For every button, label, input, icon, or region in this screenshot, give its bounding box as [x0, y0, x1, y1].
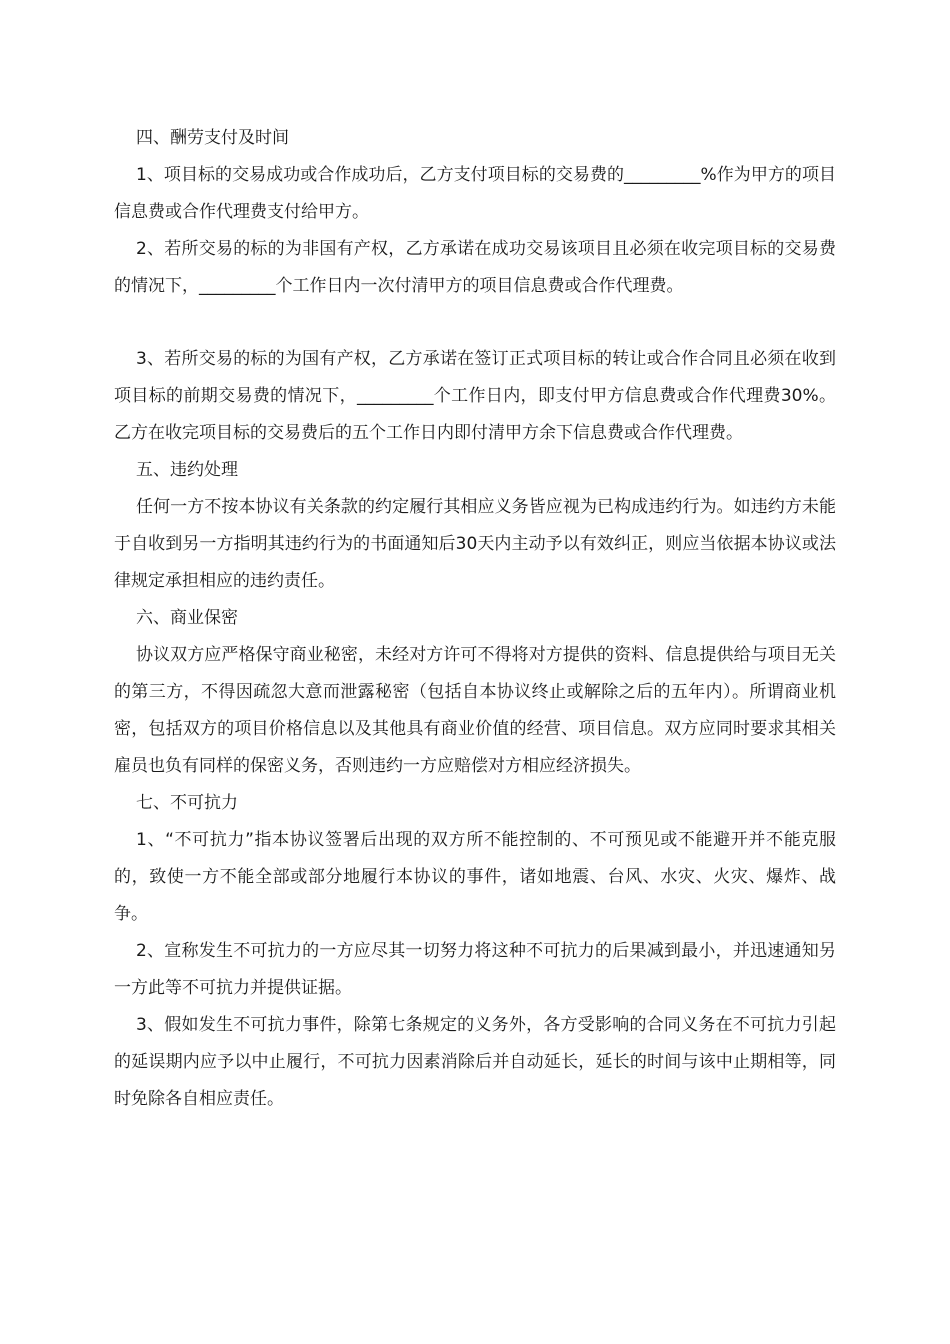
paragraph-payment-3: 3、若所交易的标的为国有产权，乙方承诺在签订正式项目标的转让或合作合同且必须在收到项目标的前期交易费的情况下，_________个工作日内，即支付甲方信息费或合作代理费30%。乙方在收完项目标的交易费后的五个工作日内即付清甲方余下信息费或合作代理费。: [114, 349, 836, 443]
paragraph-payment-1: 1、项目标的交易成功或合作成功后，乙方支付项目标的交易费的_________%作为甲方的项目信息费或合作代理费支付给甲方。: [114, 165, 836, 222]
paragraph-payment-2: 2、若所交易的标的为非国有产权，乙方承诺在成功交易该项目且必须在收完项目标的交易费的情况下，_________个工作日内一次付清甲方的项目信息费或合作代理费。: [114, 239, 836, 296]
document-body: [114, 120, 836, 1118]
paragraph-confidentiality: 协议双方应严格保守商业秘密，未经对方许可不得将对方提供的资料、信息提供给与项目无关的第三方，不得因疏忽大意而泄露秘密（包括自本协议终止或解除之后的五年内）。所谓商业机密，包括双方的项目价格信息以及其他具有商业价值的经营、项目信息。双方应同时要求其相关雇员也负有同样的保密义务，否则违约一方应赔偿对方相应经济损失。: [114, 645, 836, 776]
section-heading-payment: 四、酬劳支付及时间: [136, 128, 289, 148]
section-heading-force-majeure: 七、不可抗力: [136, 793, 238, 813]
paragraph-force-majeure-2: 2、宣称发生不可抗力的一方应尽其一切努力将这种不可抗力的后果减到最小，并迅速通知另一方此等不可抗力并提供证据。: [114, 941, 836, 998]
paragraph-force-majeure-3: 3、假如发生不可抗力事件，除第七条规定的义务外，各方受影响的合同义务在不可抗力引起的延误期内应予以中止履行，不可抗力因素消除后并自动延长，延长的时间与该中止期相等，同时免除各自相应责任。: [114, 1015, 836, 1109]
section-heading-breach: 五、违约处理: [136, 460, 238, 480]
paragraph-breach: 任何一方不按本协议有关条款的约定履行其相应义务皆应视为已构成违约行为。如违约方未能于自收到另一方指明其违约行为的书面通知后30天内主动予以有效纠正，则应当依据本协议或法律规定承担相应的违约责任。: [114, 497, 836, 591]
section-heading-confidentiality: 六、商业保密: [136, 608, 238, 628]
paragraph-force-majeure-1: 1、“不可抗力”指本协议签署后出现的双方所不能控制的、不可预见或不能避开并不能克服的，致使一方不能全部或部分地履行本协议的事件，诸如地震、台风、水灾、火灾、爆炸、战争。: [114, 830, 836, 924]
